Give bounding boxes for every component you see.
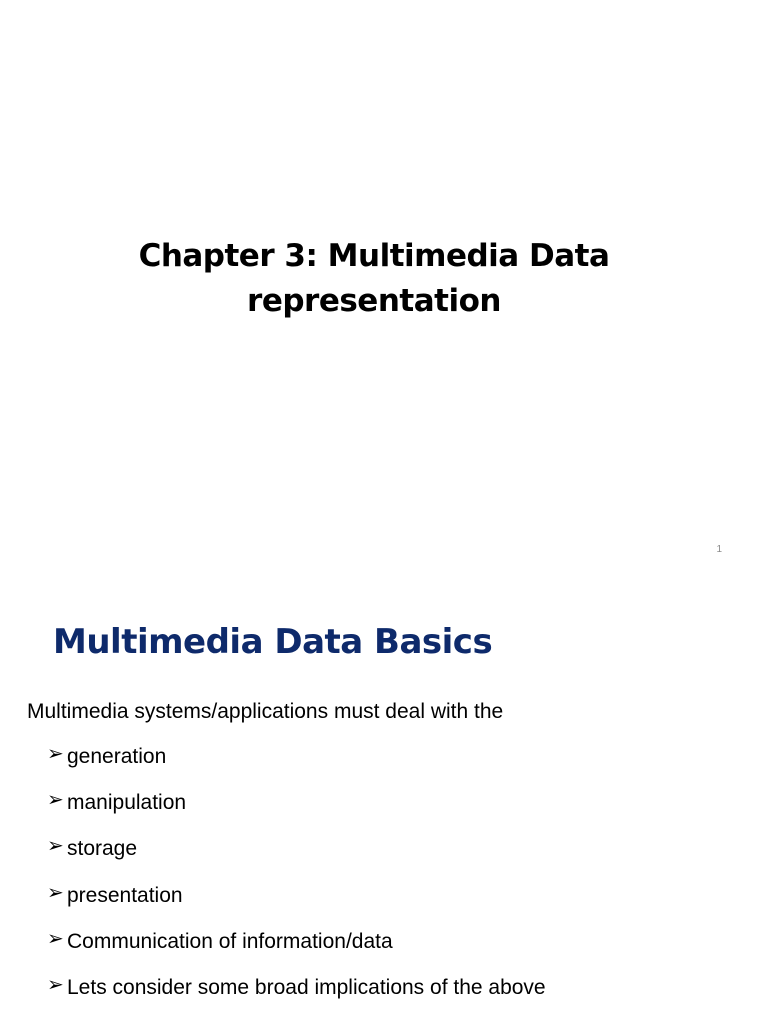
bullet-text: manipulation	[67, 791, 187, 815]
slide-heading: Multimedia Data Basics	[53, 622, 493, 662]
bullet-list	[47, 742, 546, 1019]
bullet-text: Communication of information/data	[67, 929, 393, 953]
bullet-item	[47, 834, 546, 880]
arrow-bullet-icon: ➢	[47, 973, 64, 996]
slide-number: 1	[716, 544, 722, 555]
arrow-bullet-icon: ➢	[47, 927, 64, 950]
bullet-item	[47, 927, 546, 973]
bullet-item	[47, 881, 546, 927]
bullet-item	[47, 788, 546, 834]
bullet-item	[47, 742, 546, 788]
arrow-bullet-icon: ➢	[47, 789, 64, 812]
arrow-bullet-icon: ➢	[47, 835, 64, 858]
bullet-text: Lets consider some broad implications of the above	[67, 975, 546, 999]
intro-text: Multimedia systems/applications must deal with the	[27, 700, 504, 723]
bullet-text: generation	[67, 745, 167, 768]
bullet-text: presentation	[67, 883, 183, 907]
slide-title: Chapter 3: Multimedia Data representation	[138, 238, 610, 319]
arrow-bullet-icon: ➢	[47, 743, 64, 765]
arrow-bullet-icon: ➢	[47, 881, 64, 904]
bullet-text: storage	[67, 837, 138, 861]
bullet-item	[47, 973, 546, 1019]
